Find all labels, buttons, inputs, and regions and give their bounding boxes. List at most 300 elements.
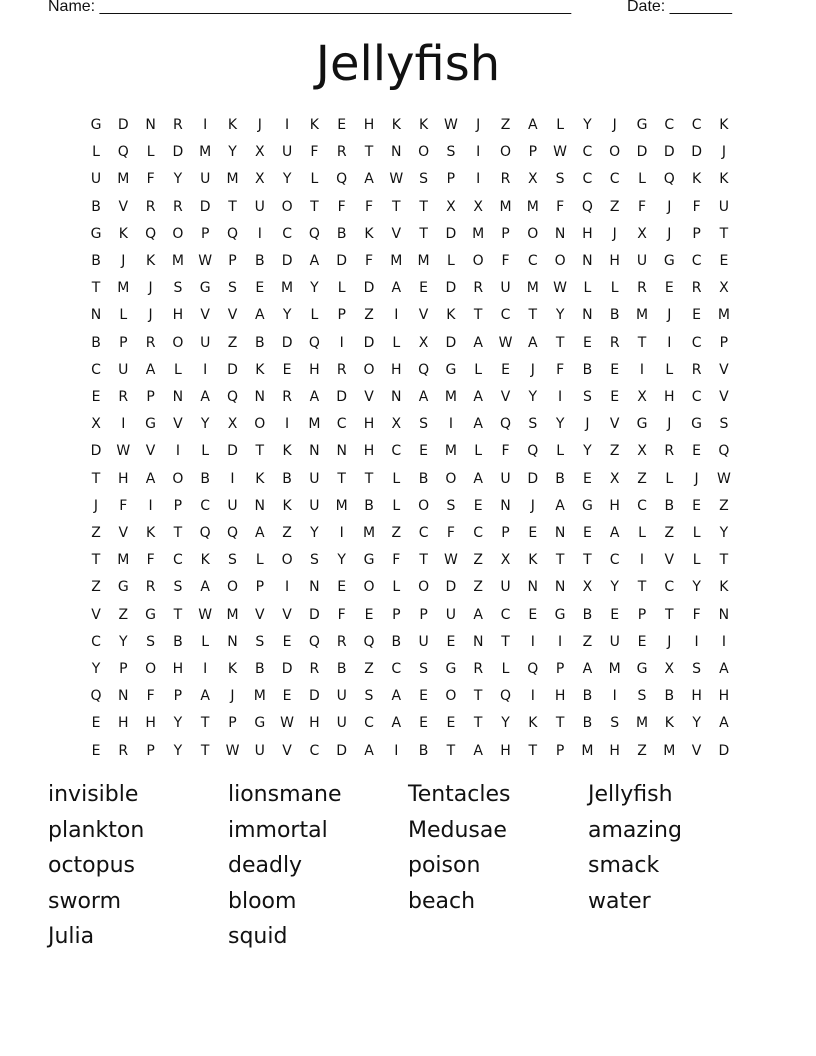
word-bank-item: Medusae [408, 817, 507, 843]
grid-letter: W [716, 470, 731, 487]
grid-letter: T [91, 280, 101, 297]
grid-letter: S [528, 416, 538, 433]
grid-letter: C [609, 552, 620, 569]
grid-letter: Y [310, 525, 319, 541]
grid-letter: A [255, 307, 265, 324]
grid-letter: U [254, 198, 265, 215]
grid-letter: H [664, 389, 675, 405]
grid-letter: G [145, 606, 157, 623]
grid-letter: Q [308, 633, 320, 650]
word-bank-item: squid [228, 924, 288, 949]
grid-letter: V [200, 307, 210, 324]
grid-letter: I [339, 334, 344, 351]
grid-letter: Z [637, 742, 647, 759]
grid-letter: C [527, 253, 538, 269]
grid-letter: H [609, 742, 620, 759]
grid-letter: Y [173, 171, 183, 188]
grid-letter: P [255, 579, 265, 596]
grid-letter: P [200, 225, 210, 242]
grid-letter: N [554, 525, 566, 541]
grid-letter: N [582, 253, 593, 269]
grid-letter: H [718, 688, 730, 705]
grid-letter: E [473, 497, 483, 514]
grid-letter: K [227, 117, 238, 133]
grid-letter: O [172, 470, 184, 487]
grid-letter: M [362, 525, 376, 541]
grid-letter: J [612, 225, 617, 242]
grid-letter: L [173, 361, 182, 378]
grid-letter: B [364, 497, 374, 514]
grid-letter: L [638, 171, 646, 188]
grid-letter: J [93, 497, 99, 514]
grid-letter: Z [473, 579, 483, 596]
name-field-label: Name: _____________________________________________________ [48, 0, 572, 15]
grid-letter: L [392, 497, 401, 514]
grid-letter: R [336, 144, 347, 161]
grid-letter: R [145, 198, 156, 215]
grid-letter: O [445, 688, 457, 705]
grid-letter: C [336, 416, 347, 433]
grid-letter: Y [692, 579, 701, 596]
grid-letter: L [255, 552, 264, 569]
grid-letter: I [476, 171, 481, 188]
grid-letter: M [308, 416, 321, 433]
grid-letter: D [445, 334, 457, 351]
grid-letter: B [282, 470, 292, 487]
grid-letter: I [394, 742, 399, 759]
grid-letter: P [719, 334, 729, 351]
grid-letter: E [637, 633, 647, 650]
grid-letter: Q [308, 334, 320, 351]
grid-letter: I [285, 579, 290, 596]
grid-letter: F [392, 552, 401, 569]
grid-letter: M [199, 144, 212, 161]
grid-letter: Q [90, 688, 102, 705]
grid-letter: N [582, 307, 593, 324]
grid-letter: B [254, 334, 265, 351]
page-title: Jellyfish [315, 36, 501, 92]
grid-letter: L [556, 117, 564, 133]
grid-letter: L [692, 525, 701, 541]
grid-letter: P [528, 144, 538, 161]
grid-letter: F [637, 198, 647, 215]
grid-letter: K [309, 117, 319, 133]
grid-letter: Y [337, 552, 346, 569]
grid-letter: L [146, 144, 155, 161]
grid-letter: M [581, 742, 594, 759]
grid-letter: L [119, 307, 128, 324]
grid-letter: P [146, 742, 155, 759]
grid-letter: O [363, 579, 375, 596]
grid-letter: V [145, 443, 156, 460]
grid-letter: A [391, 715, 402, 732]
grid-letter: B [91, 198, 101, 215]
grid-letter: L [474, 443, 483, 460]
grid-letter: S [419, 171, 429, 188]
grid-letter: O [281, 552, 293, 569]
grid-letter: V [719, 389, 729, 405]
grid-letter: A [528, 334, 538, 351]
grid-letter: I [558, 389, 563, 405]
grid-letter: Z [582, 633, 593, 650]
grid-letter: L [201, 633, 210, 650]
grid-letter: U [609, 633, 620, 650]
grid-letter: R [282, 389, 292, 405]
grid-letter: T [200, 742, 210, 759]
grid-letter: C [500, 606, 511, 623]
grid-letter: C [691, 389, 702, 405]
grid-letter: Y [692, 715, 701, 732]
grid-letter: C [609, 171, 620, 188]
grid-letter: E [692, 443, 702, 460]
grid-letter: E [719, 253, 729, 269]
grid-letter: U [309, 470, 320, 487]
grid-letter: U [281, 144, 293, 161]
grid-letter: X [391, 416, 402, 433]
grid-letter: Z [637, 470, 647, 487]
grid-letter: Z [364, 307, 374, 324]
grid-letter: P [337, 307, 346, 324]
grid-letter: K [227, 661, 238, 677]
grid-letter: G [445, 661, 457, 677]
grid-letter: V [719, 361, 729, 378]
grid-letter: A [555, 497, 565, 514]
grid-letter: V [391, 225, 402, 242]
grid-letter: R [691, 280, 702, 297]
grid-letter: G [363, 552, 375, 569]
grid-letter: C [391, 443, 402, 460]
grid-letter: H [554, 688, 566, 705]
grid-letter: J [230, 688, 235, 705]
grid-letter: A [473, 389, 483, 405]
grid-letter: T [364, 144, 374, 161]
grid-letter: W [553, 280, 568, 297]
grid-letter: M [117, 552, 130, 569]
grid-letter: D [90, 443, 102, 460]
grid-letter: J [476, 117, 481, 133]
grid-letter: T [637, 334, 647, 351]
grid-letter: I [530, 688, 535, 705]
grid-letter: R [609, 334, 620, 351]
word-bank-item: bloom [228, 888, 297, 914]
grid-letter: Q [363, 633, 375, 650]
grid-letter: X [637, 225, 647, 242]
grid-letter: U [227, 497, 238, 514]
grid-letter: C [282, 225, 292, 242]
grid-letter: O [554, 253, 566, 269]
grid-letter: U [200, 334, 211, 351]
grid-letter: U [118, 361, 129, 378]
grid-letter: Q [527, 661, 539, 677]
grid-letter: H [609, 497, 620, 514]
grid-letter: Q [117, 144, 129, 161]
grid-letter: M [608, 661, 621, 677]
grid-letter: A [473, 470, 483, 487]
grid-letter: Q [145, 225, 157, 242]
grid-letter: E [282, 361, 292, 378]
grid-letter: V [418, 307, 429, 324]
grid-letter: X [609, 470, 620, 487]
grid-letter: S [419, 661, 429, 677]
grid-letter: O [363, 361, 375, 378]
grid-letter: T [637, 579, 647, 596]
grid-letter: Z [91, 579, 101, 596]
grid-letter: B [609, 307, 620, 324]
grid-letter: E [419, 715, 429, 732]
grid-letter: S [309, 552, 319, 569]
grid-letter: F [556, 361, 565, 378]
grid-letter: Z [227, 334, 238, 351]
grid-letter: J [667, 225, 672, 242]
grid-letter: F [119, 497, 128, 514]
grid-letter: L [310, 307, 319, 324]
grid-letter: H [118, 715, 129, 732]
grid-letter: A [255, 525, 265, 541]
grid-letter: I [612, 688, 617, 705]
grid-letter: Z [500, 117, 511, 133]
date-field-label: Date: _______ [627, 0, 732, 15]
grid-letter: Q [499, 416, 512, 433]
grid-letter: J [721, 144, 726, 161]
grid-letter: R [118, 742, 129, 759]
grid-letter: T [91, 470, 101, 487]
grid-letter: N [118, 688, 129, 705]
grid-letter: A [418, 389, 429, 405]
grid-letter: B [418, 470, 429, 487]
grid-letter: L [310, 171, 319, 188]
grid-letter: D [363, 280, 375, 297]
grid-letter: C [582, 171, 593, 188]
grid-letter: Q [581, 198, 593, 215]
grid-letter: P [119, 661, 128, 677]
grid-letter: S [364, 688, 374, 705]
grid-letter: P [119, 334, 128, 351]
grid-letter: M [663, 742, 676, 759]
grid-letter: O [254, 416, 266, 433]
grid-letter: I [339, 525, 344, 541]
grid-letter: I [639, 361, 645, 378]
grid-letter: W [443, 552, 458, 569]
grid-letter: C [582, 144, 593, 161]
grid-letter: V [227, 307, 238, 324]
grid-letter: C [664, 117, 675, 133]
grid-letter: B [664, 497, 675, 514]
grid-letter: X [227, 416, 238, 433]
grid-letter: Q [663, 171, 675, 188]
grid-letter: V [255, 606, 265, 623]
grid-letter: H [609, 253, 620, 269]
grid-letter: W [553, 144, 568, 161]
grid-letter: P [173, 497, 183, 514]
grid-letter: R [118, 389, 129, 405]
grid-letter: D [309, 688, 320, 705]
grid-letter: C [309, 742, 320, 759]
grid-letter: S [255, 633, 265, 650]
grid-letter: D [363, 334, 375, 351]
grid-letter: M [117, 280, 130, 297]
grid-letter: C [418, 525, 429, 541]
grid-letter: W [116, 443, 131, 460]
grid-letter: F [337, 606, 346, 623]
grid-letter: I [285, 416, 290, 433]
grid-letter: T [719, 552, 729, 569]
grid-letter: X [91, 416, 101, 433]
grid-letter: M [444, 389, 457, 405]
grid-letter: U [718, 198, 730, 215]
grid-letter: Z [609, 198, 620, 215]
grid-letter: Y [282, 307, 292, 324]
grid-letter: D [691, 144, 702, 161]
grid-letter: E [664, 280, 674, 297]
grid-letter: C [664, 579, 675, 596]
grid-letter: H [172, 661, 184, 677]
grid-letter: E [337, 579, 347, 596]
grid-letter: D [445, 280, 457, 297]
grid-letter: K [664, 715, 674, 732]
grid-letter: X [582, 579, 593, 596]
grid-letter: I [175, 443, 180, 460]
grid-letter: O [226, 579, 239, 596]
grid-letter: H [363, 117, 375, 133]
grid-letter: N [527, 579, 539, 596]
word-bank-item: octopus [48, 853, 136, 878]
grid-letter: B [391, 633, 402, 650]
grid-letter: C [91, 633, 101, 650]
grid-letter: V [664, 552, 675, 569]
grid-letter: F [146, 688, 155, 705]
grid-letter: Z [118, 606, 129, 623]
grid-letter: T [91, 552, 101, 569]
grid-letter: K [282, 443, 292, 460]
grid-letter: H [145, 715, 156, 732]
grid-letter: B [582, 361, 593, 378]
grid-letter: G [691, 416, 703, 433]
grid-letter: N [309, 579, 320, 596]
grid-letter: U [500, 280, 511, 297]
grid-letter: B [91, 334, 101, 351]
grid-letter: A [528, 117, 538, 133]
grid-letter: L [337, 280, 346, 297]
grid-letter: M [526, 280, 539, 297]
grid-letter: A [145, 361, 156, 378]
grid-letter: P [146, 389, 155, 405]
grid-letter: P [173, 688, 183, 705]
grid-letter: A [473, 606, 483, 623]
grid-letter: I [257, 225, 262, 242]
grid-letter: I [394, 307, 399, 324]
grid-letter: S [446, 144, 456, 161]
grid-letter: L [556, 443, 564, 460]
grid-letter: Y [119, 633, 128, 650]
grid-letter: X [446, 198, 456, 215]
grid-letter: G [636, 117, 648, 133]
grid-letter: T [200, 715, 210, 732]
grid-letter: N [336, 443, 347, 460]
grid-letter: U [90, 171, 102, 188]
grid-letter: B [336, 225, 347, 242]
grid-letter: T [392, 198, 401, 215]
grid-letter: Q [199, 525, 211, 541]
grid-letter: Z [664, 525, 675, 541]
grid-letter: R [691, 361, 702, 378]
grid-letter: F [364, 253, 374, 269]
grid-letter: N [90, 307, 102, 324]
grid-letter: F [692, 606, 701, 623]
grid-letter: U [336, 688, 347, 705]
grid-letter: I [667, 334, 672, 351]
grid-letter: N [391, 144, 402, 161]
grid-letter: E [582, 470, 592, 487]
grid-letter: B [582, 606, 593, 623]
grid-letter: V [282, 742, 292, 759]
grid-letter: O [418, 579, 430, 596]
grid-letter: K [719, 579, 729, 596]
grid-letter: J [667, 416, 672, 433]
grid-letter: C [200, 497, 211, 514]
grid-letter: P [555, 742, 565, 759]
grid-letter: G [199, 280, 211, 297]
grid-letter: R [473, 280, 484, 297]
grid-letter: V [364, 389, 374, 405]
grid-letter: R [473, 661, 484, 677]
grid-letter: O [445, 470, 457, 487]
grid-letter: U [445, 606, 457, 623]
word-bank-item: beach [408, 888, 476, 914]
grid-letter: M [171, 253, 184, 269]
grid-letter: E [419, 688, 429, 705]
grid-letter: T [419, 552, 428, 569]
grid-letter: U [200, 171, 211, 188]
grid-letter: C [691, 253, 702, 269]
grid-letter: T [583, 552, 592, 569]
grid-letter: U [418, 633, 429, 650]
grid-letter: O [172, 225, 184, 242]
grid-letter: T [501, 633, 510, 650]
grid-letter: I [721, 633, 726, 650]
grid-letter: U [636, 253, 648, 269]
grid-letter: M [717, 307, 730, 324]
grid-letter: B [582, 715, 593, 732]
grid-letter: T [173, 606, 183, 623]
grid-letter: Q [336, 171, 348, 188]
grid-letter: Q [527, 443, 539, 460]
grid-letter: M [117, 171, 130, 188]
grid-letter: A [719, 661, 729, 677]
grid-letter: B [254, 661, 265, 677]
grid-letter: L [501, 661, 510, 677]
grid-letter: W [198, 253, 213, 269]
grid-letter: L [692, 552, 701, 569]
grid-letter: N [254, 389, 266, 405]
grid-letter: R [336, 633, 347, 650]
grid-letter: E [610, 361, 620, 378]
grid-letter: S [582, 389, 592, 405]
grid-letter: F [364, 198, 374, 215]
grid-letter: C [691, 117, 702, 133]
grid-letter: J [530, 497, 535, 514]
grid-letter: T [364, 470, 374, 487]
grid-letter: Y [555, 416, 565, 433]
grid-letter: T [665, 606, 674, 623]
grid-letter: M [335, 497, 348, 514]
grid-letter: Y [282, 171, 292, 188]
grid-letter: O [418, 497, 430, 514]
grid-letter: T [473, 715, 483, 732]
grid-letter: S [173, 280, 183, 297]
word-bank-item: immortal [228, 817, 328, 843]
grid-letter: I [558, 633, 563, 650]
grid-letter: Y [501, 715, 510, 732]
